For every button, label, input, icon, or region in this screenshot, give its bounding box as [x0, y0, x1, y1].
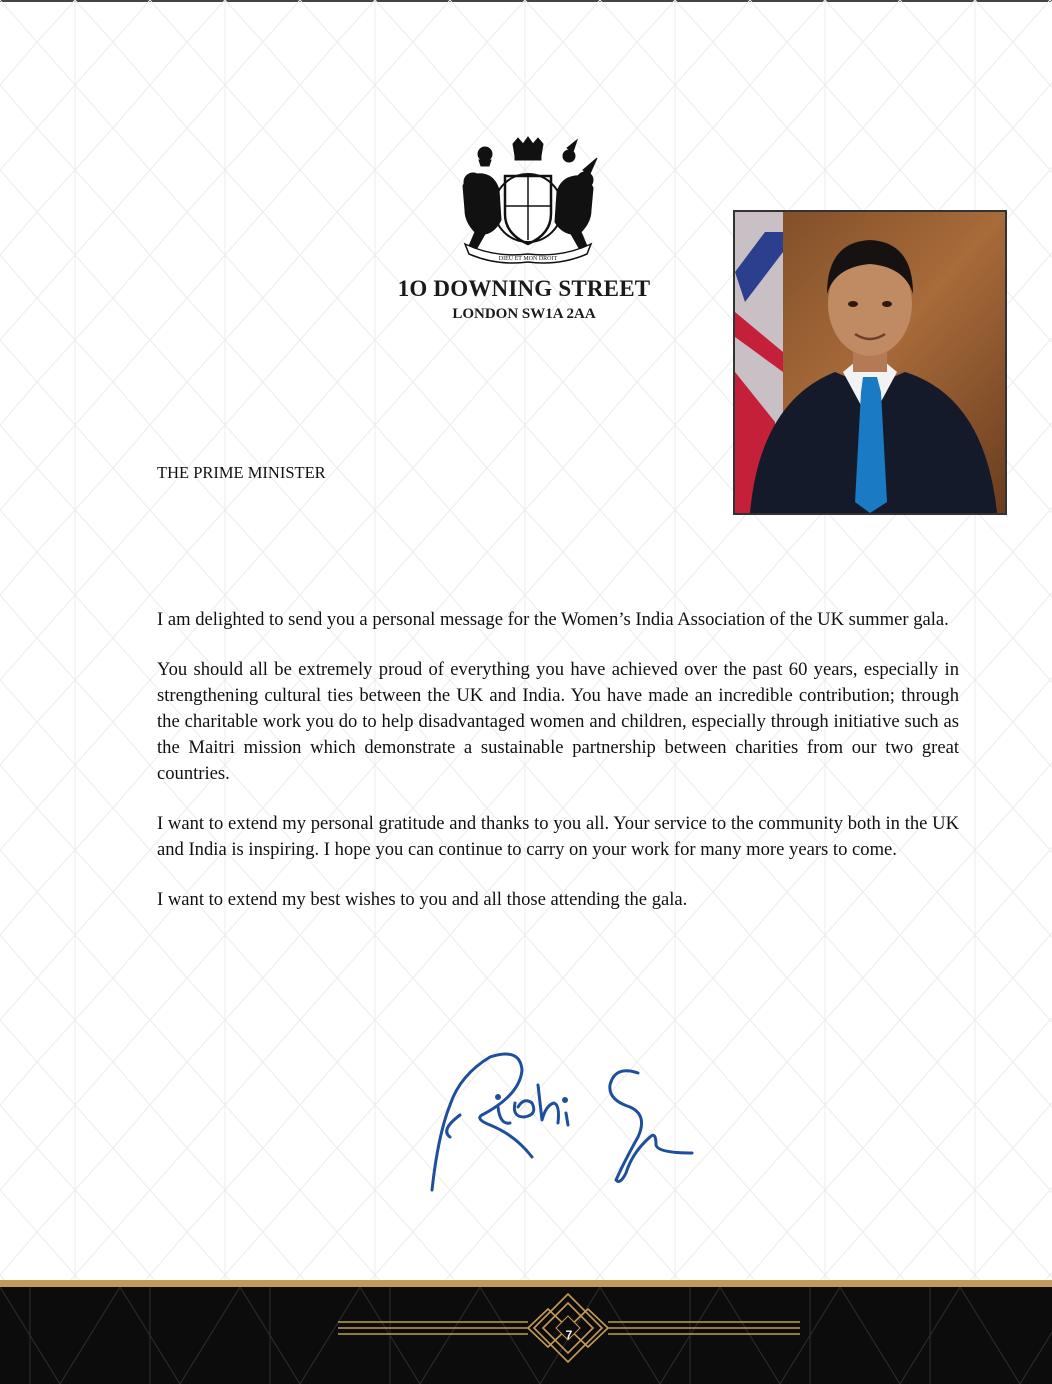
- portrait-image: [735, 212, 1005, 513]
- crest-motto: DIEU ET MON DROIT: [498, 256, 558, 262]
- letter-body: [157, 607, 959, 937]
- royal-coat-of-arms-icon: [455, 136, 601, 266]
- portrait-photo: [733, 210, 1007, 515]
- body-paragraph-3: I want to extend my personal gratitude and thanks to you all. Your service to the community both in the UK and India is inspiring. I hope you can continue to carry on your work for many more years to come.: [157, 813, 959, 860]
- address-line-2: LONDON SW1A 2AA: [452, 306, 596, 322]
- signature-image: [420, 1045, 710, 1195]
- body-paragraph-4: I want to extend my best wishes to you and all those attending the gala.: [157, 889, 688, 910]
- page-number: 7: [565, 1328, 573, 1342]
- body-paragraph-2: You should all be extremely proud of everything you have achieved over the past 60 years, especially in strengthening cultural ties between the UK and India. You have made an incredible contribution; through the charitable work you do to help disadvantaged women and children, especially through initiative such as the Maitri mission which demonstrate a sustainable partnership between charities from our two great countries.: [157, 659, 959, 784]
- footer-band: [0, 1280, 1052, 1384]
- footer-gold-stripe: [0, 1280, 1052, 1287]
- address-line-1: 1O DOWNING STREET: [397, 276, 651, 301]
- sender-title: THE PRIME MINISTER: [157, 463, 326, 482]
- footer-ornament: [0, 1287, 1052, 1384]
- body-paragraph-1: I am delighted to send you a personal message for the Women’s India Association of the UK summer gala.: [157, 609, 949, 630]
